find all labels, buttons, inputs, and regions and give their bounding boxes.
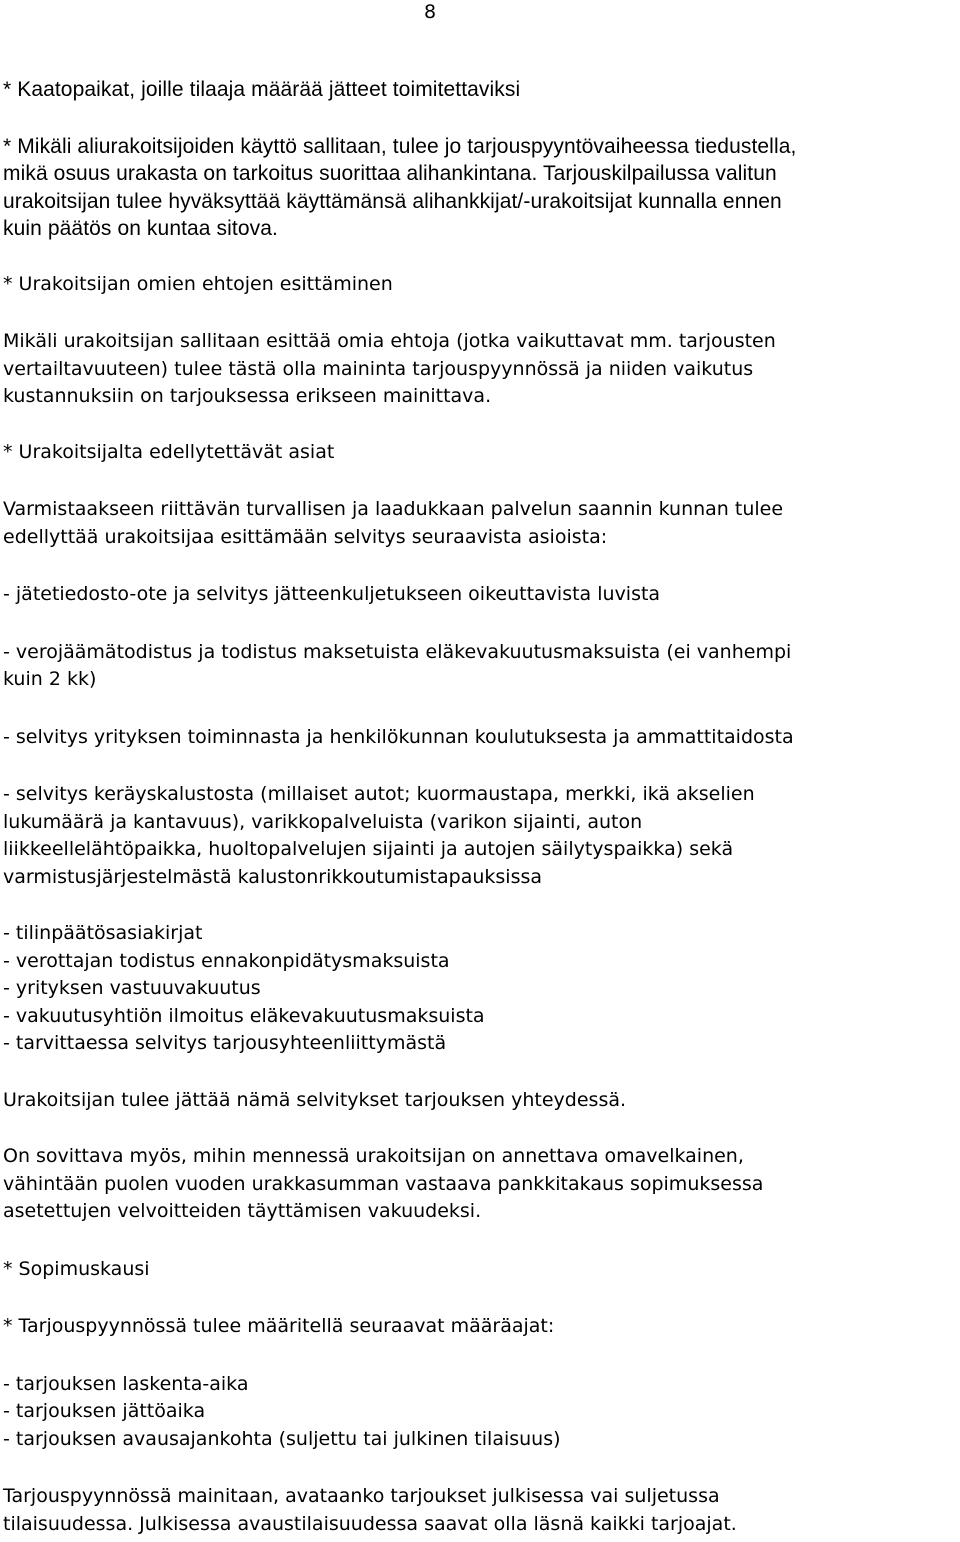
list-item-jatetiedosto (3, 581, 955, 609)
text-line: Urakoitsijan tulee jättää nämä selvitykset tarjouksen yhteydessä. (3, 1088, 627, 1111)
text-line: * Urakoitsijan omien ehtojen esittäminen (3, 272, 393, 295)
text-line: Mikäli urakoitsijan sallitaan esittää omia ehtoja (jotka vaikuttavat mm. tarjousten (3, 330, 776, 352)
text-line: * Urakoitsijalta edellytettävät asiat (3, 440, 335, 463)
heading-edellytettavat (3, 439, 955, 467)
list-item: - tarjouksen avausajankohta (suljettu tai julkinen tilaisuus) (3, 1427, 561, 1450)
paragraph-omat-ehdot (3, 328, 955, 411)
heading-omat-ehdot (3, 271, 955, 299)
text-line: lukumäärä ja kantavuus), varikkopalveluista (varikon sijainti, auton (3, 810, 643, 833)
text-line: - selvitys keräyskalustosta (millaiset autot; kuormaustapa, merkki, ikä akselien (3, 783, 755, 805)
paragraph-jattaa (3, 1087, 955, 1115)
text-line: vähintään puolen vuoden urakkasumman vastaava pankkitakaus sopimuksessa (3, 1172, 764, 1195)
list-item: - tilinpäätösasiakirjat (3, 922, 203, 944)
text-line: * Mikäli aliurakoitsijoiden käyttö sallitaan, tulee jo tarjouspyyntövaiheessa tiedustella, (3, 134, 797, 158)
text-line: - verojäämätodistus ja todistus maksetuista eläkevakuutusmaksuista (ei vanhempi (3, 640, 792, 663)
text-line: * Tarjouspyynnössä tulee määritellä seuraavat määräajat: (3, 1315, 555, 1337)
text-line: Varmistaakseen riittävän turvallisen ja laadukkaan palvelun saannin kunnan tulee (3, 498, 784, 520)
paragraph-avaus (3, 1483, 955, 1538)
paragraph-edellytettavat (3, 496, 955, 551)
text-line: varmistusjärjestelmästä kalustonrikkoutumistapauksissa (3, 865, 543, 888)
heading-maaraajat (3, 1313, 955, 1341)
list-liitteet (3, 920, 955, 1058)
list-maaraajat (3, 1371, 955, 1454)
paragraph-vakuus (3, 1143, 955, 1226)
text-line: - selvitys yrityksen toiminnasta ja henkilökunnan koulutuksesta ja ammattitaidosta (3, 725, 794, 748)
text-line: kuin päätös on kuntaa sitova. (3, 217, 278, 240)
list-item: - tarjouksen laskenta-aika (3, 1372, 249, 1395)
list-item: - tarvittaessa selvitys tarjousyhteenliittymästä (3, 1032, 447, 1054)
list-item-verojaamatodistus (3, 639, 955, 694)
list-item: - tarjouksen jättöaika (3, 1400, 206, 1422)
list-item: - verottajan todistus ennakonpidätysmaksuista (3, 949, 450, 972)
paragraph-aliurakoitsijat (3, 133, 955, 243)
text-line: kustannuksiin on tarjouksessa erikseen mainittava. (3, 385, 492, 407)
page-number: 8 (424, 1, 437, 23)
text-line: kuin 2 kk) (3, 668, 97, 690)
text-line: * Sopimuskausi (3, 1257, 150, 1280)
paragraph-kaatopaikat (3, 76, 955, 104)
text-line: - jätetiedosto-ote ja selvitys jätteenkuljetukseen oikeuttavista luvista (3, 583, 661, 605)
text-line: vertailtavuuteen) tulee tästä olla maininta tarjouspyynnössä ja niiden vaikutus (3, 357, 754, 380)
text-line: asetettujen velvoitteiden täyttämisen vakuudeksi. (3, 1200, 482, 1222)
text-line: liikkeellelähtöpaikka, huoltopalvelujen sijainti ja autojen säilytyspaikka) sekä (3, 838, 734, 860)
list-item-toiminta (3, 724, 955, 752)
text-line: tilaisuudessa. Julkisessa avaustilaisuudessa saavat olla läsnä kaikki tarjoajat. (3, 1512, 737, 1535)
heading-sopimuskausi (3, 1256, 955, 1284)
text-line: edellyttää urakoitsijaa esittämään selvitys seuraavista asioista: (3, 525, 608, 548)
text-line: On sovittava myös, mihin mennessä urakoitsijan on annettava omavelkainen, (3, 1145, 744, 1167)
list-item-kalusto (3, 781, 955, 891)
text-line: * Kaatopaikat, joille tilaaja määrää jätteet toimitettaviksi (3, 78, 521, 101)
document-body (3, 76, 955, 1538)
text-line: Tarjouspyynnössä mainitaan, avataanko tarjoukset julkisessa vai suljetussa (3, 1485, 720, 1507)
list-item: - yrityksen vastuuvakuutus (3, 977, 261, 999)
list-item: - vakuutusyhtiön ilmoitus eläkevakuutusmaksuista (3, 1004, 485, 1027)
text-line: mikä osuus urakasta on tarkoitus suorittaa alihankintana. Tarjouskilpailussa valitun (3, 162, 777, 185)
text-line: urakoitsijan tulee hyväksyttää käyttämänsä alihankkijat/-urakoitsijat kunnalla ennen (3, 189, 782, 213)
